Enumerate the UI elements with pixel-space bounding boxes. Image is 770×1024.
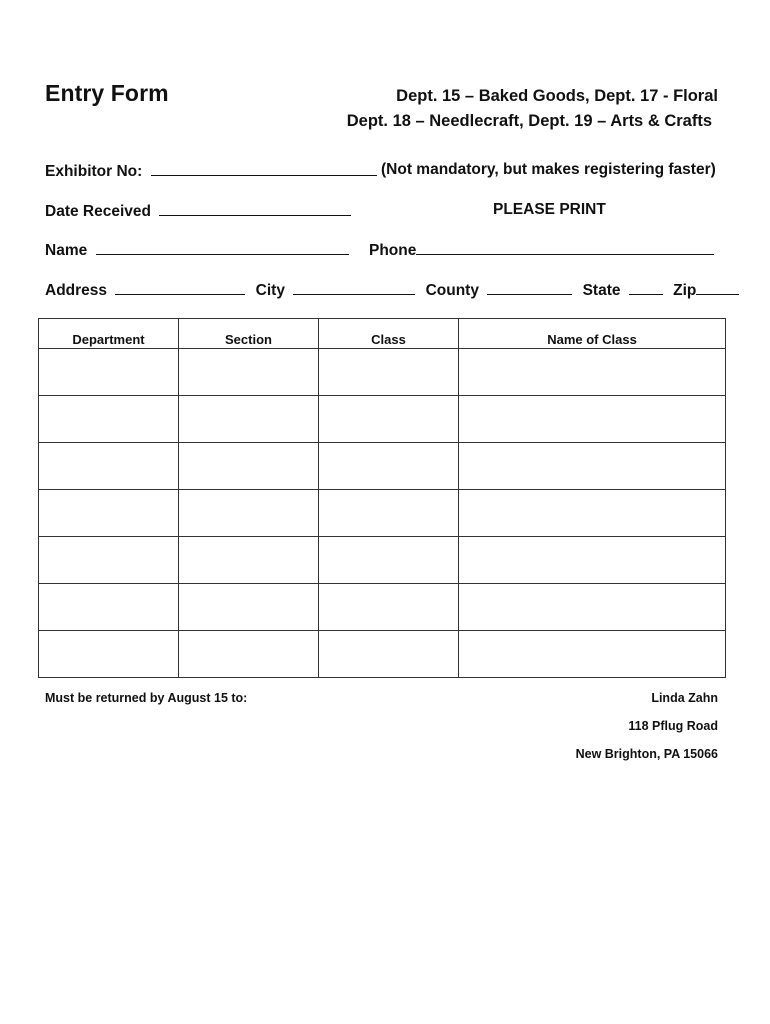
section-cell[interactable] xyxy=(179,537,319,584)
table-row xyxy=(39,537,726,584)
department-cell[interactable] xyxy=(39,396,179,443)
column-header-section: Section xyxy=(179,319,319,349)
department-cell[interactable] xyxy=(39,537,179,584)
name-label: Name xyxy=(45,242,88,259)
contact-city: New Brighton, PA 15066 xyxy=(575,747,718,761)
class-cell[interactable] xyxy=(319,584,459,631)
section-cell[interactable] xyxy=(179,396,319,443)
name-of-class-cell[interactable] xyxy=(459,631,726,678)
zip-label: Zip xyxy=(673,282,697,299)
name-of-class-cell[interactable] xyxy=(459,396,726,443)
class-cell[interactable] xyxy=(319,396,459,443)
contact-street: 118 Pflug Road xyxy=(628,719,718,733)
section-cell[interactable] xyxy=(179,584,319,631)
column-header-class: Class xyxy=(319,319,459,349)
address-field[interactable] xyxy=(115,280,245,295)
address-row xyxy=(45,280,739,300)
table-row xyxy=(39,631,726,678)
class-cell[interactable] xyxy=(319,537,459,584)
exhibitor-label: Exhibitor No: xyxy=(45,163,143,180)
state-field[interactable] xyxy=(629,280,663,295)
phone-label: Phone xyxy=(369,242,417,259)
name-of-class-cell[interactable] xyxy=(459,490,726,537)
section-cell[interactable] xyxy=(179,631,319,678)
class-cell[interactable] xyxy=(319,349,459,396)
department-cell[interactable] xyxy=(39,443,179,490)
section-cell[interactable] xyxy=(179,443,319,490)
name-of-class-cell[interactable] xyxy=(459,349,726,396)
name-of-class-cell[interactable] xyxy=(459,443,726,490)
date-received-label: Date Received xyxy=(45,203,151,220)
contact-name: Linda Zahn xyxy=(651,691,718,705)
class-cell[interactable] xyxy=(319,631,459,678)
exhibitor-note: (Not mandatory, but makes registering faster) xyxy=(381,161,716,178)
city-field[interactable] xyxy=(293,280,415,295)
name-of-class-cell[interactable] xyxy=(459,537,726,584)
county-field[interactable] xyxy=(487,280,572,295)
class-cell[interactable] xyxy=(319,443,459,490)
department-cell[interactable] xyxy=(39,490,179,537)
date-row xyxy=(45,201,351,221)
name-of-class-cell[interactable] xyxy=(459,584,726,631)
state-label: State xyxy=(582,282,621,299)
department-cell[interactable] xyxy=(39,349,179,396)
date-received-field[interactable] xyxy=(159,201,351,216)
department-cell[interactable] xyxy=(39,584,179,631)
section-cell[interactable] xyxy=(179,349,319,396)
column-header-name-of-class: Name of Class xyxy=(459,319,726,349)
table-row xyxy=(39,349,726,396)
zip-field[interactable] xyxy=(696,280,739,295)
table-row xyxy=(39,490,726,537)
name-phone-row xyxy=(45,240,349,260)
exhibitor-number-field[interactable] xyxy=(151,161,377,176)
departments-line-1: Dept. 15 – Baked Goods, Dept. 17 - Floral xyxy=(396,87,718,105)
form-title: Entry Form xyxy=(45,80,169,106)
column-header-department: Department xyxy=(39,319,179,349)
phone-group xyxy=(369,240,714,260)
county-label: County xyxy=(425,282,479,299)
return-deadline-note: Must be returned by August 15 to: xyxy=(45,691,248,705)
table-row xyxy=(39,396,726,443)
table-row xyxy=(39,443,726,490)
table-header-row xyxy=(39,319,726,349)
name-field[interactable] xyxy=(96,240,349,255)
departments-line-2: Dept. 18 – Needlecraft, Dept. 19 – Arts & Crafts xyxy=(346,112,712,130)
table-row xyxy=(39,584,726,631)
class-cell[interactable] xyxy=(319,490,459,537)
section-cell[interactable] xyxy=(179,490,319,537)
department-cell[interactable] xyxy=(39,631,179,678)
exhibitor-row xyxy=(45,161,377,181)
address-label: Address xyxy=(45,282,108,299)
please-print-note: PLEASE PRINT xyxy=(493,201,606,218)
entries-table xyxy=(38,318,726,678)
phone-field[interactable] xyxy=(416,240,714,255)
city-label: City xyxy=(255,282,285,299)
